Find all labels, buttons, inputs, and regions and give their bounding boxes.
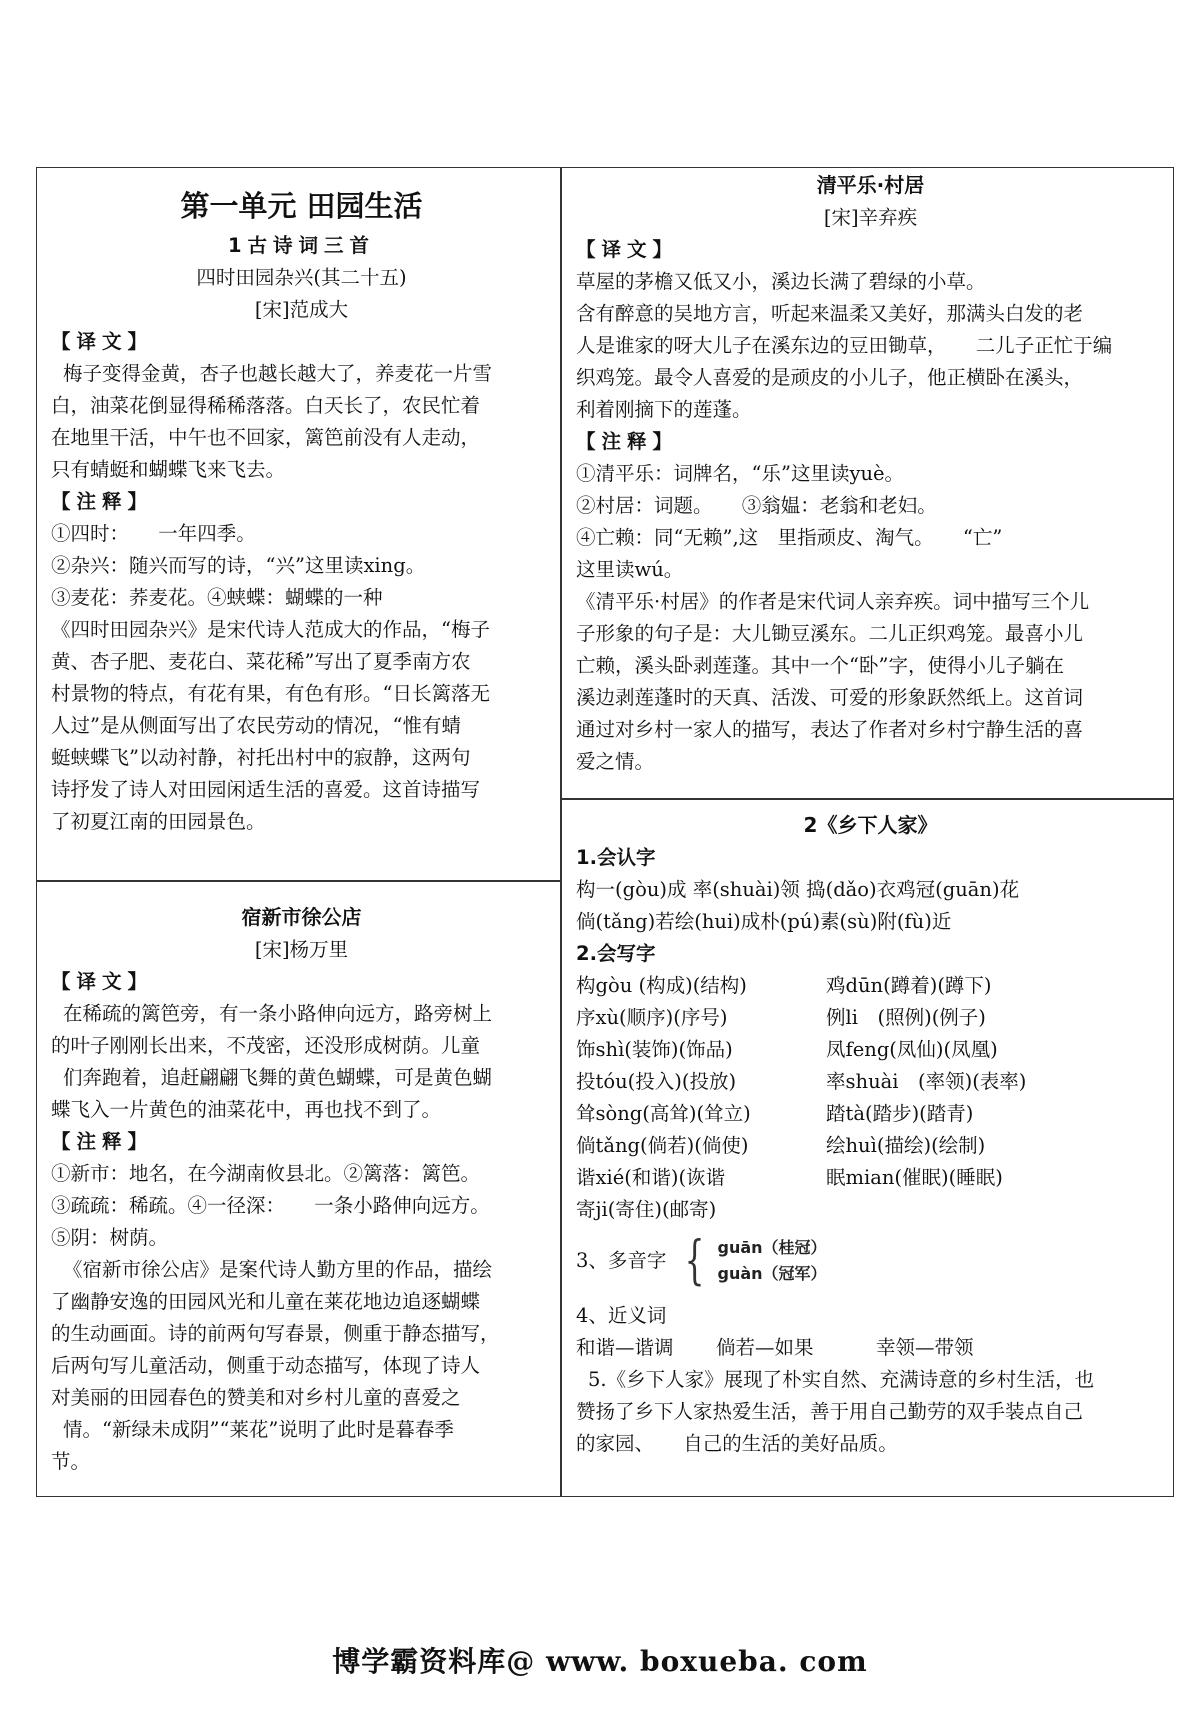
poem2-analysis-line: 节。	[51, 1450, 91, 1473]
poem3-zhushi-line: ②村居：词题。 ③翁媪：老翁和老妇。	[576, 494, 937, 517]
lesson1-title: 1古诗词三首	[227, 234, 376, 257]
brace-icon: {	[685, 1231, 705, 1291]
xiezi-entry: 耸sòng(高耸)(耸立)	[576, 1102, 751, 1125]
xiezi-entry: 例li (照例)(例子)	[826, 1006, 986, 1029]
xiezi-entry: 鸡dūn(蹲着)(蹲下)	[826, 974, 992, 997]
poem1-analysis-line: 村景物的特点，有花有果，有色有形。“日长篱落无	[51, 682, 490, 705]
xiezi-entry: 谐xié(和谐)(诙谐	[576, 1166, 726, 1189]
poem3-analysis-line: 《清平乐·村居》的作者是宋代词人亲弃疾。词中描写三个儿	[576, 590, 1090, 613]
poem3-analysis-line: 子形象的句子是：大儿锄豆溪东。二儿正织鸡笼。最喜小儿	[576, 622, 1084, 645]
xiezi-entry: 构gòu (构成)(结构)	[576, 974, 747, 997]
xiezi-entry: 寄ji(寄住)(邮寄)	[576, 1198, 717, 1221]
poem3-analysis-line: 溪边剥莲蓬时的天真、活泼、可爱的形象跃然纸上。这首词	[576, 686, 1084, 709]
poem3-yiwen-line: 人是谁家的呀大儿子在溪东边的豆田锄草， 二儿子正忙于编	[576, 334, 1113, 357]
poem1-zhushi-line: ①四时： 一年四季。	[51, 522, 256, 545]
duoyin-items	[718, 1235, 827, 1287]
jinyi-item: 幸领—带领	[876, 1336, 974, 1359]
poem3-yiwen-line: 草屋的茅檐又低又小，溪边长满了碧绿的小草。	[576, 270, 986, 293]
xiezi-entry: 序xù(顺序)(序号)	[576, 1006, 728, 1029]
poem2-analysis-line: 情。“新绿未成阴”“莱花”说明了此时是暮春季	[63, 1418, 454, 1441]
xiezi-entry: 率shuài (率领)(表率)	[826, 1070, 1027, 1093]
poem1-zhushi-line: ②杂兴：随兴而写的诗，“兴”这里读xing。	[51, 554, 426, 577]
poem3-analysis-line: 亡赖，溪头卧剥莲蓬。其中一个“卧”字，使得小儿子躺在	[576, 654, 1064, 677]
duoyin-item: guàn（冠军）	[717, 1264, 827, 1283]
poem1-yiwen-label: 【译文】	[51, 330, 154, 353]
poem2-yiwen-line: 在稀疏的篱笆旁，有一条小路伸向远方，路旁树上	[63, 1002, 493, 1025]
poem1-analysis-line: 黄、杏子肥、麦花白、菜花稀”写出了夏季南方农	[51, 650, 471, 673]
poem2-analysis-line: 后两句写儿童活动，侧重于动态描写，体现了诗人	[51, 1354, 481, 1377]
poem3-yiwen-line: 含有醉意的吴地方言，听起来温柔又美好，那满头白发的老	[576, 302, 1084, 325]
poem3-analysis-line: 爱之情。	[576, 750, 655, 773]
unit-title: 第一单元 田园生活	[180, 189, 423, 223]
poem1-yiwen-line: 梅子变得金黄，杏子也越长越大了，养麦花一片雪	[63, 362, 493, 385]
jinyi-item: 倘若—如果	[716, 1336, 814, 1359]
xiezi-row	[576, 970, 1165, 1002]
xiezi-row	[576, 1130, 1165, 1162]
summary-line: 5.《乡下人家》展现了朴实自然、充满诗意的乡村生活，也	[588, 1368, 1095, 1391]
cell-poem2	[37, 900, 560, 1478]
xiezi-entry: 饰shì(装饰)(饰品)	[576, 1038, 733, 1061]
xiezi-entry: 眠mian(催眠)(睡眠)	[826, 1166, 1003, 1189]
xiezi-entry: 倘tǎng(倘若)(倘使)	[576, 1134, 749, 1157]
renzi-line: 倘(tǎng)若绘(hui)成朴(pú)素(sù)附(fù)近	[576, 910, 952, 933]
poem2-yiwen-line: 蝶飞入一片黄色的油菜花中，再也找不到了。	[51, 1098, 442, 1121]
poem1-analysis-line: 了初夏江南的田园景色。	[51, 810, 266, 833]
xiezi-row	[576, 1194, 1165, 1226]
footer-watermark: 博学霸资料库@ www. boxueba. com	[332, 1645, 868, 1678]
summary-line: 的家园、 自己的生活的美好品质。	[576, 1432, 898, 1455]
poem2-author: [宋]杨万里	[254, 938, 349, 961]
xiezi-row	[576, 1162, 1165, 1194]
poem1-analysis-line: 《四时田园杂兴》是宋代诗人范成大的作品，“梅子	[51, 618, 490, 641]
xiezi-row	[576, 1002, 1165, 1034]
duoyin-item: guān（桂冠）	[717, 1238, 827, 1257]
poem1-author: [宋]范成大	[254, 298, 349, 321]
poem2-zhushi-line: ③疏疏：稀疏。④一径深： 一条小路伸向远方。	[51, 1194, 490, 1217]
poem3-zhushi-line: ①清平乐：词牌名，“乐”这里读yuè。	[576, 462, 905, 485]
poem3-title: 清平乐·村居	[816, 173, 925, 197]
renzi-label: 1.会认字	[576, 846, 656, 869]
xiezi-row	[576, 1098, 1165, 1130]
poem2-zhushi-label: 【注释】	[51, 1130, 154, 1153]
poem1-zhushi-label: 【注释】	[51, 490, 154, 513]
poem3-zhushi-line: 这里读wú。	[576, 558, 684, 581]
duoyin-label: 3、多音字	[576, 1249, 667, 1272]
poem1-analysis-line: 诗抒发了诗人对田园闲适生活的喜爱。这首诗描写	[51, 778, 481, 801]
poem2-yiwen-label: 【译文】	[51, 970, 154, 993]
jinyi-item: 和谐—谐调	[576, 1336, 674, 1359]
cell-poem3	[562, 168, 1173, 778]
poem3-zhushi-line: ④亡赖：同“无赖”,这 里指顽皮、淘气。 “亡”	[576, 526, 1003, 549]
xiezi-entry: 投tóu(投入)(投放)	[576, 1070, 737, 1093]
poem3-zhushi-label: 【注释】	[576, 430, 679, 453]
poem2-analysis-line: 的生动画面。诗的前两句写春景，侧重于静态描写，	[51, 1322, 500, 1345]
poem1-yiwen-line: 白，油菜花倒显得稀稀落落。白天长了，农民忙着	[51, 394, 481, 417]
poem1-analysis-line: 蜓蛱蝶飞”以动衬静，衬托出村中的寂静，这两句	[51, 746, 471, 769]
poem1-title: 四时田园杂兴(其二十五)	[196, 266, 407, 289]
renzi-line: 构一(gòu)成 率(shuài)领 捣(dǎo)衣鸡冠(guān)花	[576, 878, 1020, 901]
poem3-yiwen-label: 【译文】	[576, 238, 679, 261]
poem1-yiwen-line: 在地里干活，中午也不回家，篱笆前没有人走动，	[51, 426, 481, 449]
poem2-analysis-line: 对美丽的田园春色的赞美和对乡村儿童的喜爱之	[51, 1386, 461, 1409]
poem1-analysis-line: 人过”是从侧面写出了农民劳动的情况，“惟有蜻	[51, 714, 461, 737]
left-row-divider	[36, 880, 561, 882]
lesson2-title: 2《乡下人家》	[803, 813, 938, 837]
poem1-yiwen-line: 只有蜻蜓和蝴蝶飞来飞去。	[51, 458, 286, 481]
summary-line: 赞扬了乡下人家热爱生活，善于用自己勤劳的双手装点自己	[576, 1400, 1084, 1423]
duoyin-block	[576, 1228, 1165, 1294]
right-row-divider	[561, 798, 1174, 800]
poem3-yiwen-line: 织鸡笼。最令人喜爱的是顽皮的小儿子，他正横卧在溪头，	[576, 366, 1084, 389]
poem3-yiwen-line: 利着刚摘下的莲蓬。	[576, 398, 752, 421]
poem1-zhushi-line: ③麦花：荞麦花。④蛱蝶：蝴蝶的一种	[51, 586, 383, 609]
cell-poem1	[37, 180, 560, 838]
poem2-title: 宿新市徐公店	[241, 905, 362, 929]
poem2-zhushi-line: ⑤阴：树荫。	[51, 1226, 169, 1249]
poem2-analysis-line: 了幽静安逸的田园风光和儿童在莱花地边追逐蝴蝶	[51, 1290, 481, 1313]
cell-lesson2	[562, 808, 1173, 1460]
xiezi-entry: 凤feng(凤仙)(凤凰)	[826, 1038, 998, 1061]
jinyi-row	[576, 1332, 1165, 1364]
jinyi-label: 4、近义词	[576, 1304, 667, 1327]
xiezi-entry: 踏tà(踏步)(踏青)	[826, 1102, 974, 1125]
poem3-analysis-line: 通过对乡村一家人的描写，表达了作者对乡村宁静生活的喜	[576, 718, 1084, 741]
poem2-yiwen-line: 们奔跑着，追赶翩翩飞舞的黄色蝴蝶，可是黄色蝴	[63, 1066, 493, 1089]
poem2-yiwen-line: 的叶子刚刚长出来，不茂密，还没形成树荫。儿童	[51, 1034, 481, 1057]
xiezi-row	[576, 1066, 1165, 1098]
xiezi-label: 2.会写字	[576, 942, 656, 965]
poem2-analysis-line: 《宿新市徐公店》是案代诗人勤方里的作品，描绘	[63, 1258, 493, 1281]
poem3-author: [宋]辛弃疾	[823, 206, 918, 229]
xiezi-row	[576, 1034, 1165, 1066]
xiezi-entry: 绘huì(描绘)(绘制)	[826, 1134, 986, 1157]
poem2-zhushi-line: ①新市：地名，在今湖南攸县北。②篱落：篱笆。	[51, 1162, 481, 1185]
